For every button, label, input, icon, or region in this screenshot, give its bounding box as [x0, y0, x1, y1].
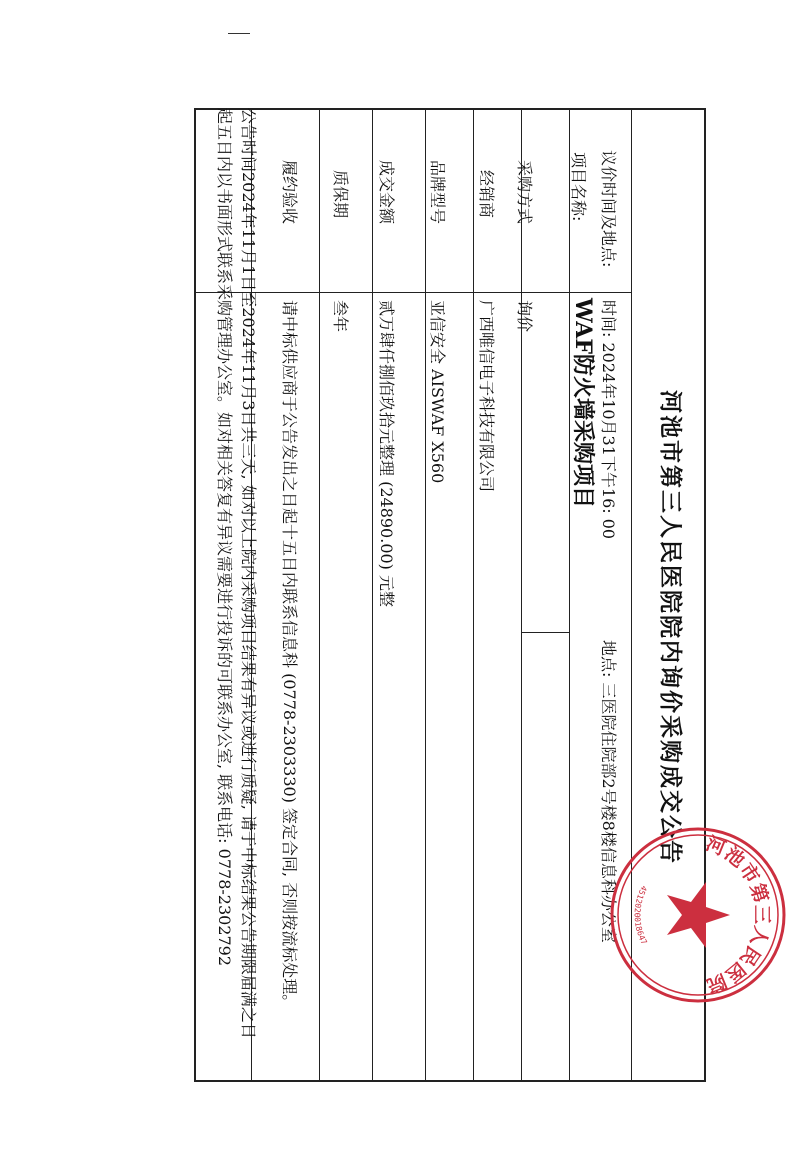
project-name-value: WAF防火墙采购项目	[570, 298, 596, 508]
time-value: 时间: 2024年10月31下午16: 00	[599, 300, 618, 540]
brand-model-value: 亚信安全 AISWAF X560	[428, 300, 447, 484]
notice-line-2: 起五日内以书面形式联系采购管理办公室。如对相关答复有异议需要进行投诉的可联系办公室, 联系电话: 0778-2302792	[215, 108, 234, 967]
seal-code: 4512020018647	[632, 883, 649, 947]
warranty-label: 质保期	[331, 170, 350, 219]
distributor-label: 经销商	[477, 170, 496, 219]
row-divider	[372, 110, 373, 1080]
svg-text:4512020018647	[633, 884, 649, 946]
distributor-value: 广西唯信电子科技有限公司	[477, 300, 496, 493]
acceptance-value: 请中标供应商于公告发出之日起十五日内联系信息科 (0778-2303330) 签定合同, 否则按流标处理。	[280, 300, 299, 1011]
brand-model-label: 品牌型号	[428, 160, 447, 225]
amount-label: 成交金额	[377, 160, 396, 225]
place-value: 地点: 三医院住院部2号楼8楼信息科办公室	[599, 640, 618, 943]
document-title: 河池市第三人民医院院内询价采购成交公告	[657, 390, 684, 865]
seal-text: 河池市第三人民医院	[702, 832, 773, 998]
amount-value: 贰万肆仟捌佰玖拾元整理 (24890.00) 元整	[377, 300, 396, 608]
column-divider	[196, 292, 632, 293]
warranty-value: 叁年	[331, 300, 350, 333]
row-divider	[473, 110, 474, 1080]
row-divider	[521, 110, 522, 1080]
row-divider	[319, 110, 320, 1080]
time-place-label: 议价时间及地点:	[599, 150, 618, 268]
row-divider	[425, 110, 426, 1080]
procurement-method-label: 采购方式	[515, 160, 534, 225]
column-divider	[522, 632, 570, 633]
procurement-method-value: 询价	[515, 300, 534, 333]
acceptance-label: 履约验收	[280, 160, 299, 225]
official-seal-icon	[608, 825, 788, 1005]
row-divider	[569, 110, 570, 1080]
project-name-label: 项目名称:	[569, 152, 588, 222]
notice-line-1: 公告时间2024年11月1日至2024年11月3日共三天, 如对以上院内采购项目结果有异议或进行质疑, 请于中标结果公告期限届满之日	[239, 108, 258, 1039]
